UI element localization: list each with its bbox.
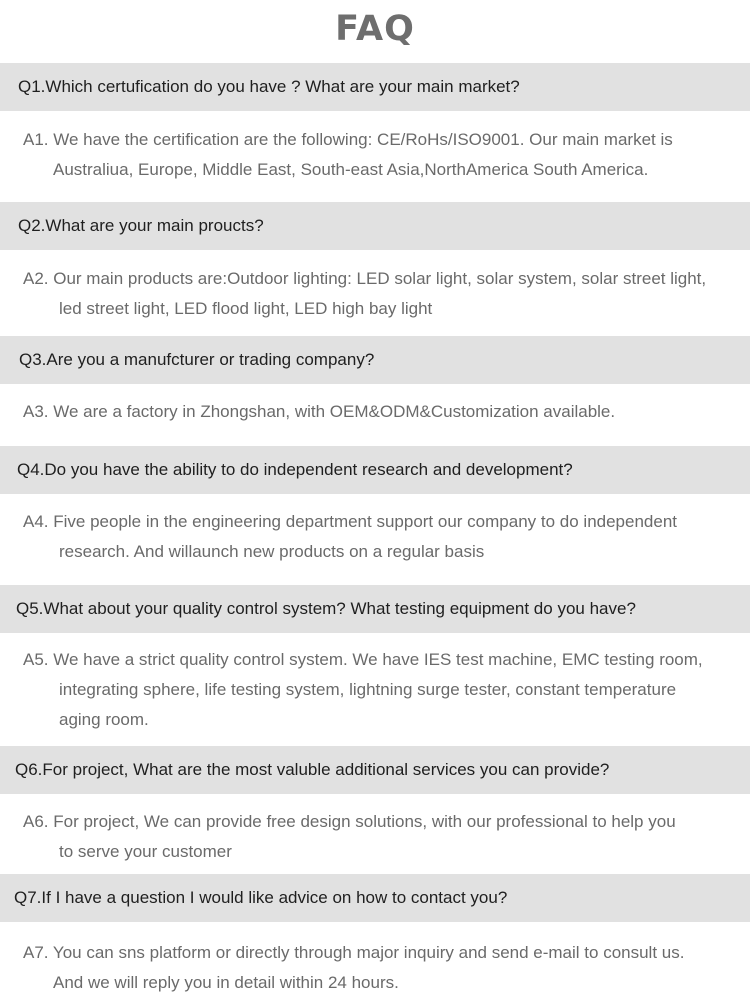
answer-line: A3. We are a factory in Zhongshan, with OEM&ODM&Customization available. (23, 402, 616, 421)
answer-line: A4. Five people in the engineering department support our company to do independent (23, 512, 678, 531)
faq-question-2 (0, 202, 750, 250)
answer-line: integrating sphere, life testing system, lightning surge tester, constant temperature (59, 680, 677, 699)
faq-answer-5 (23, 645, 747, 735)
question-text: Q4.Do you have the ability to do independent research and development? (17, 460, 573, 479)
question-text: Q2.What are your main proucts? (18, 216, 264, 235)
faq-question-1 (0, 63, 750, 111)
answer-line: A5. We have a strict quality control system. We have IES test machine, EMC testing room, (23, 650, 703, 669)
page-title: FAQ (335, 9, 415, 49)
question-text: Q6.For project, What are the most valuble additional services you can provide? (15, 760, 610, 779)
answer-line: Australiua, Europe, Middle East, South-east Asia,NorthAmerica South America. (53, 160, 649, 179)
faq-answer-3 (23, 397, 747, 427)
faq-answer-2 (23, 264, 747, 324)
answer-line: led street light, LED flood light, LED high bay light (59, 299, 433, 318)
faq-answer-7 (23, 938, 747, 998)
answer-line: A1. We have the certification are the following: CE/RoHs/ISO9001. Our main market is (23, 130, 673, 149)
faq-question-7 (0, 874, 750, 922)
answer-line: A2. Our main products are:Outdoor lighting: LED solar light, solar system, solar street light, (23, 269, 707, 288)
answer-line: research. And willaunch new products on a regular basis (59, 542, 485, 561)
question-text: Q3.Are you a manufcturer or trading company? (19, 350, 375, 369)
faq-question-3 (0, 336, 750, 384)
answer-line: aging room. (59, 710, 149, 729)
faq-question-5 (0, 585, 750, 633)
answer-line: to serve your customer (59, 842, 232, 861)
question-text: Q7.If I have a question I would like advice on how to contact you? (14, 888, 508, 907)
answer-line: A7. You can sns platform or directly through major inquiry and send e-mail to consult us. (23, 943, 685, 962)
faq-answer-4 (23, 507, 747, 567)
faq-answer-6 (23, 807, 747, 867)
question-text: Q5.What about your quality control system? What testing equipment do you have? (16, 599, 636, 618)
answer-line: A6. For project, We can provide free design solutions, with our professional to help you (23, 812, 676, 831)
answer-line: And we will reply you in detail within 24 hours. (53, 973, 399, 992)
faq-question-6 (0, 746, 750, 794)
faq-answer-1 (23, 125, 747, 185)
faq-question-4 (0, 446, 750, 494)
question-text: Q1.Which certufication do you have ? What are your main market? (18, 77, 520, 96)
